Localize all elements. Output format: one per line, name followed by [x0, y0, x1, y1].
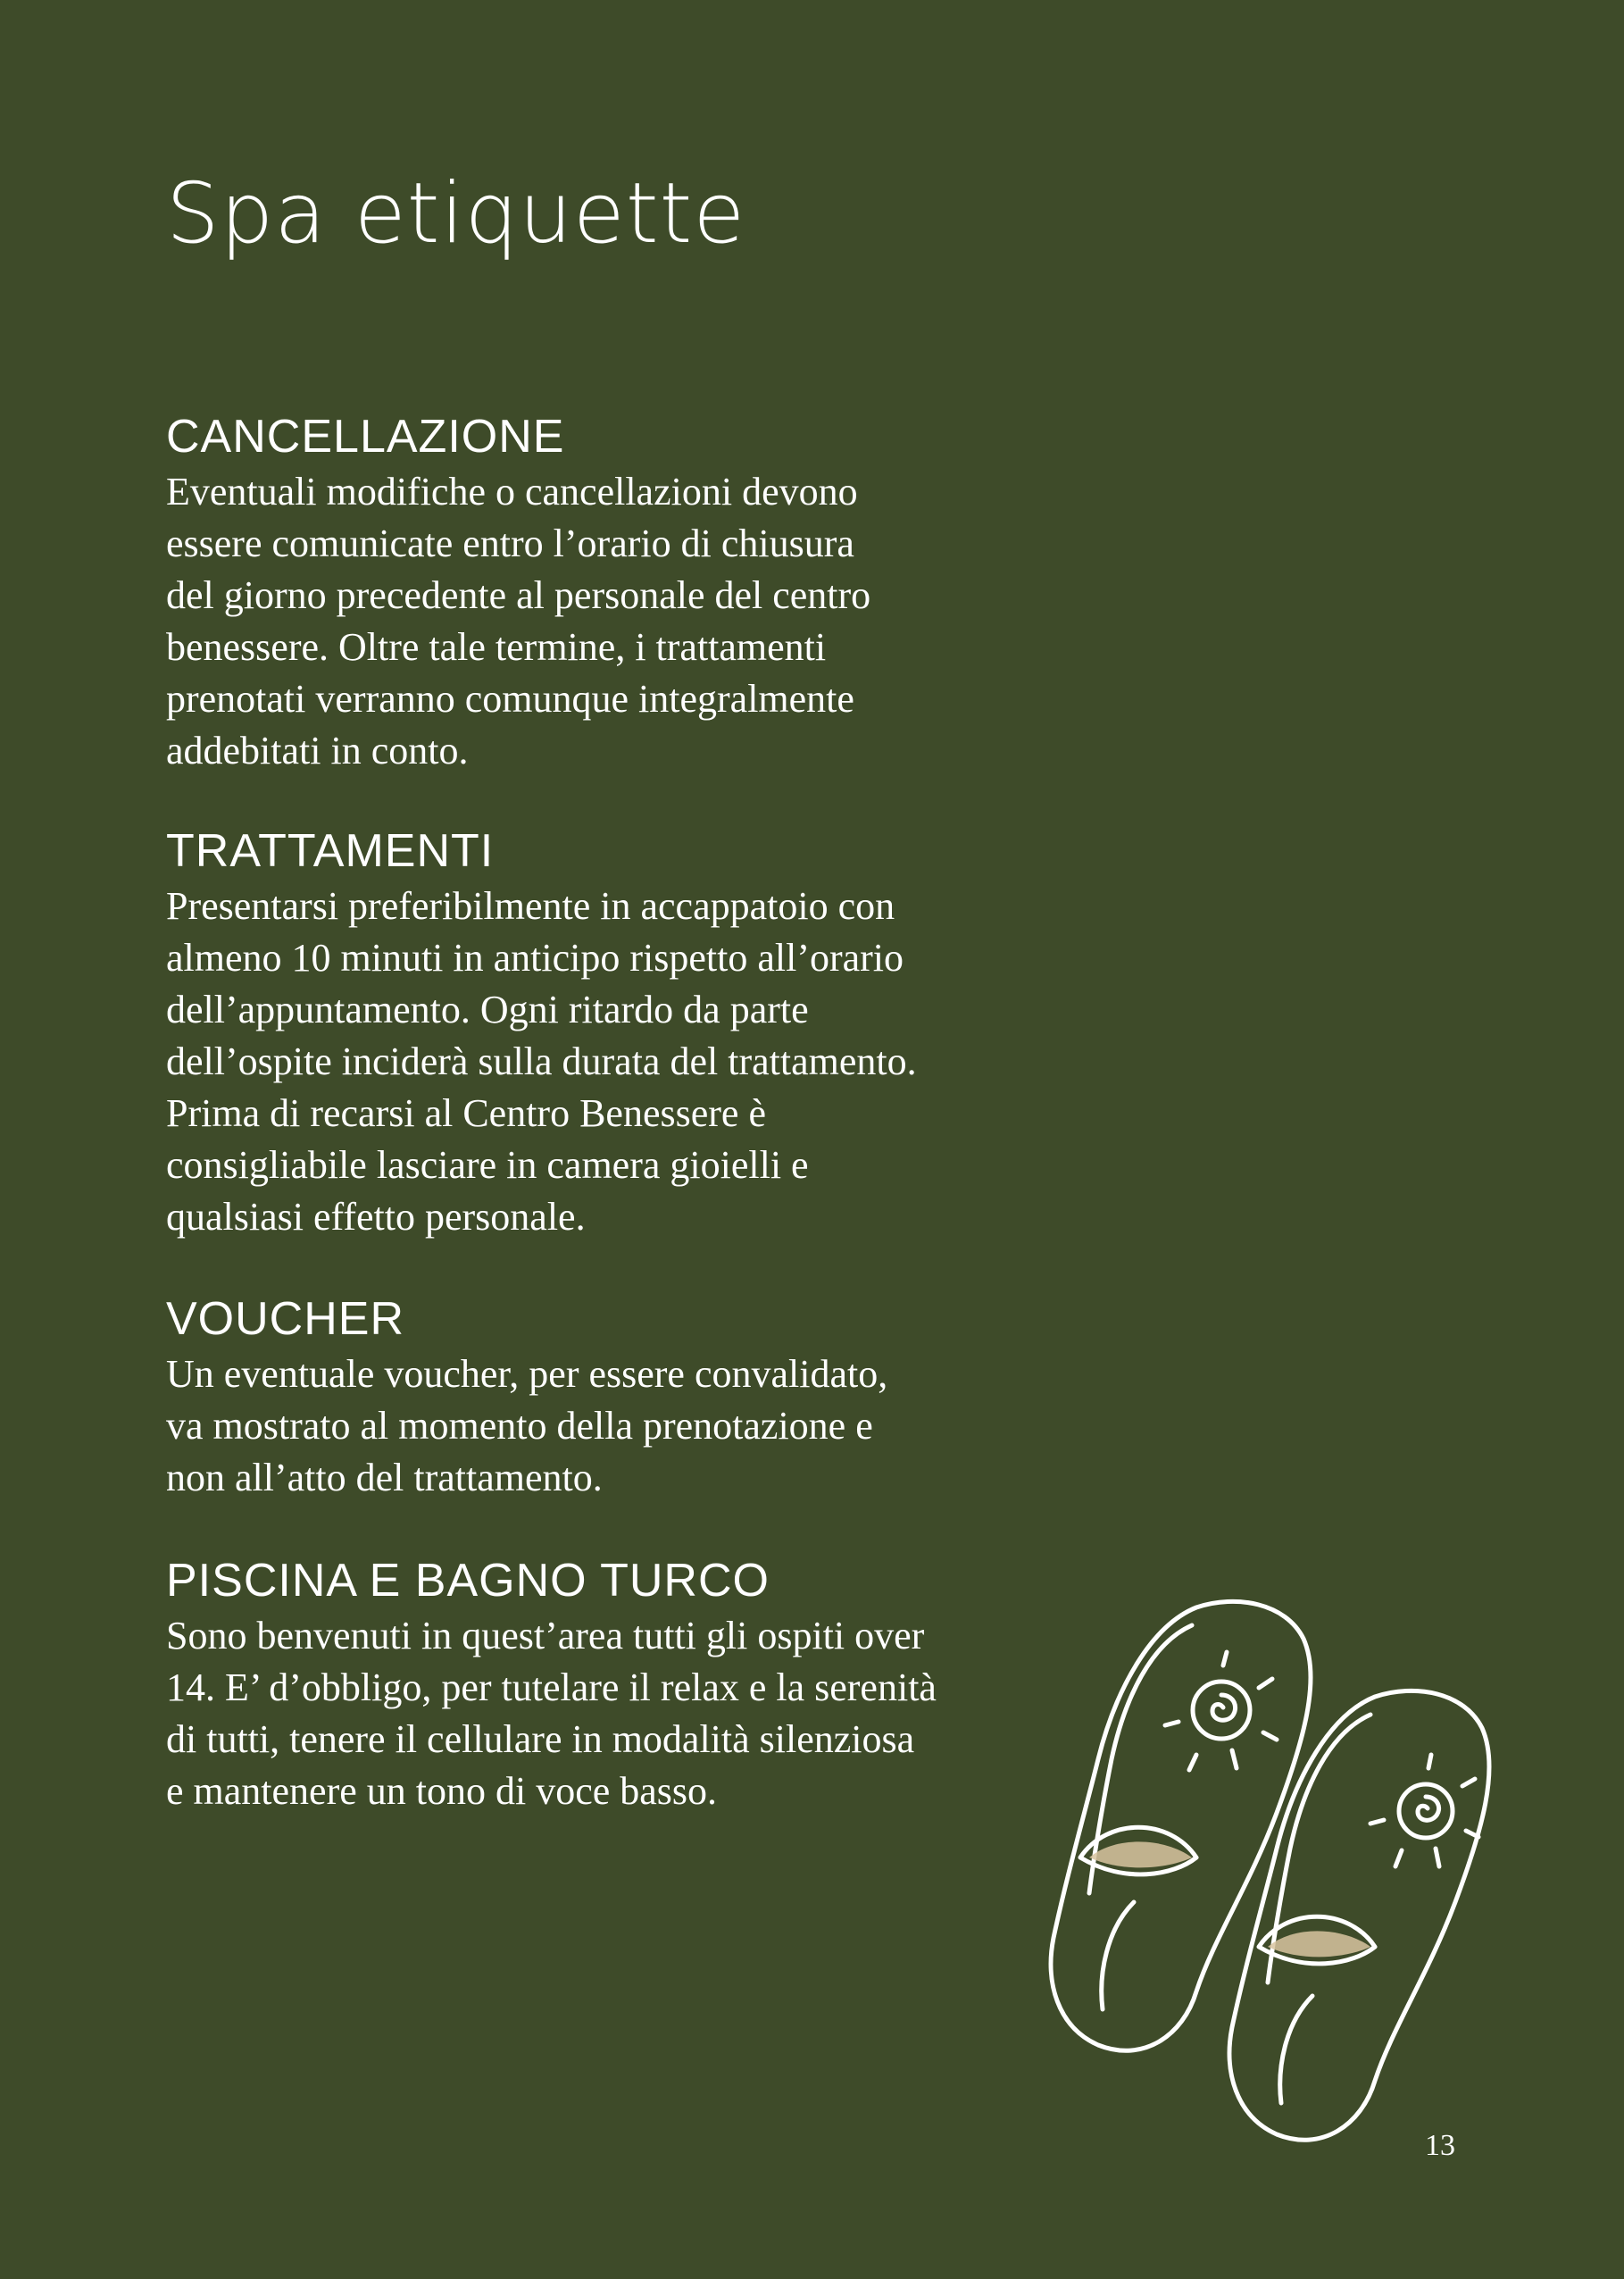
- right-slipper: [1229, 1690, 1489, 2140]
- section-body: [166, 1348, 1112, 1504]
- page-number: 13: [1425, 2129, 1455, 2162]
- body-line: qualsiasi effetto personale.: [166, 1195, 586, 1239]
- body-line: addebitati in conto.: [166, 729, 469, 772]
- right-slipper-shading: [1268, 1931, 1370, 1957]
- page-title: Spa etiquette: [166, 165, 746, 263]
- section-cancellazione: [166, 407, 1112, 777]
- body-line: almeno 10 minuti in anticipo rispetto all’orario: [166, 936, 904, 980]
- left-slipper-shading: [1089, 1841, 1192, 1867]
- body-line: consigliabile lasciare in camera gioielli e: [166, 1143, 809, 1187]
- body-line: non all’atto del trattamento.: [166, 1456, 603, 1499]
- body-line: benessere. Oltre tale termine, i trattamenti: [166, 625, 827, 669]
- body-line: del giorno precedente al personale del centro: [166, 573, 871, 617]
- section-heading: VOUCHER: [166, 1293, 405, 1345]
- body-line: di tutti, tenere il cellulare in modalità silenziosa: [166, 1717, 915, 1761]
- body-line: 14. E’ d’obbligo, per tutelare il relax e la serenità: [166, 1665, 937, 1709]
- body-line: Prima di recarsi al Centro Benessere è: [166, 1091, 766, 1135]
- body-line: prenotati verranno comunque integralmente: [166, 677, 854, 721]
- section-body: [166, 881, 1112, 1243]
- body-line: dell’appuntamento. Ogni ritardo da parte: [166, 988, 809, 1031]
- body-line: va mostrato al momento della prenotazione e: [166, 1404, 873, 1448]
- section-trattamenti: [166, 822, 1112, 1243]
- body-line: Sono benvenuti in quest’area tutti gli ospiti over: [166, 1614, 925, 1657]
- body-line: e mantenere un tono di voce basso.: [166, 1769, 718, 1813]
- body-line: Un eventuale voucher, per essere convalidato,: [166, 1352, 888, 1396]
- body-line: Eventuali modifiche o cancellazioni devono: [166, 470, 858, 513]
- body-line: essere comunicate entro l’orario di chiusura: [166, 522, 854, 565]
- section-body: [166, 466, 1112, 777]
- section-voucher: [166, 1290, 1112, 1504]
- left-slipper: [1051, 1601, 1311, 2050]
- section-heading: PISCINA E BAGNO TURCO: [166, 1555, 770, 1607]
- section-piscina-bagno-turco: [166, 1551, 1112, 1817]
- section-heading: CANCELLAZIONE: [166, 411, 565, 463]
- section-heading: TRATTAMENTI: [166, 825, 495, 877]
- section-body: [166, 1610, 1112, 1817]
- body-line: Presentarsi preferibilmente in accappatoio con: [166, 884, 895, 928]
- slippers-illustration: [1018, 1590, 1553, 2179]
- body-line: dell’ospite inciderà sulla durata del trattamento.: [166, 1039, 917, 1083]
